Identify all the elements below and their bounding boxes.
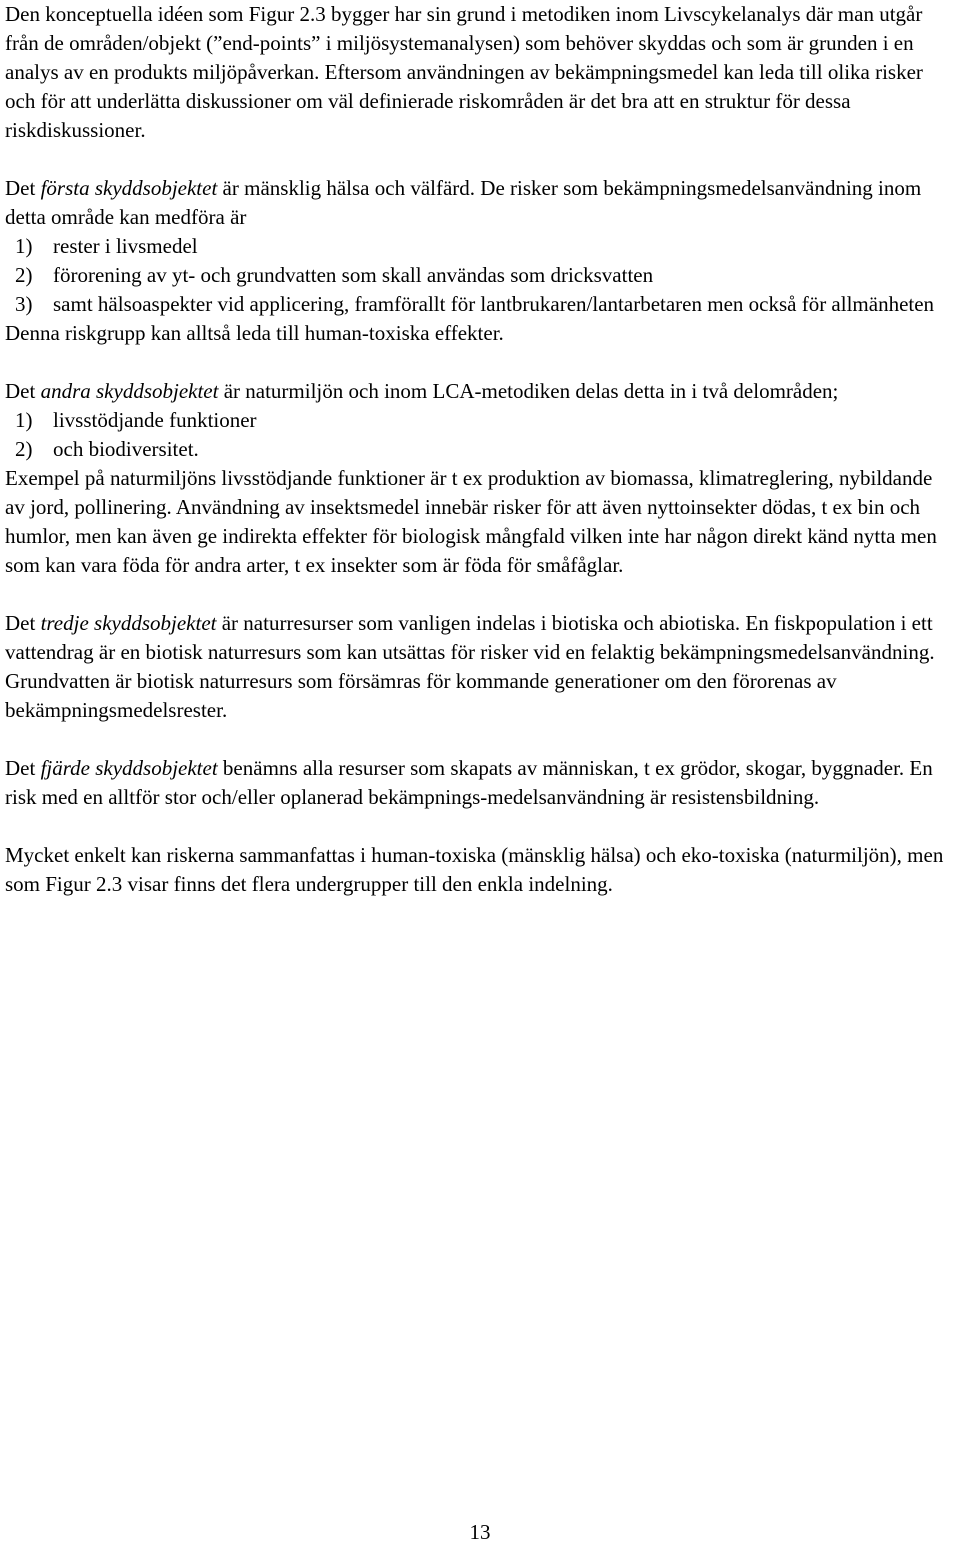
- paragraph-first-protection-object: [5, 174, 945, 232]
- emphasis-fourth-protection-object: fjärde skyddsobjektet: [40, 756, 218, 780]
- list-item-number: 1): [15, 234, 33, 258]
- emphasis-third-protection-object: tredje skyddsobjektet: [40, 611, 217, 635]
- list-item-text: livsstödjande funktioner: [53, 408, 257, 432]
- emphasis-first-protection-object: första skyddsobjektet: [40, 176, 218, 200]
- list-item: [5, 261, 945, 290]
- list-item: [5, 435, 945, 464]
- paragraph-closing: Denna riskgrupp kan alltså leda till human-toxiska effekter.: [5, 321, 504, 345]
- paragraph-gap: [5, 145, 945, 174]
- page-number: 13: [469, 1520, 491, 1544]
- list-item-number: 3): [15, 292, 33, 316]
- list-item: [5, 232, 945, 261]
- paragraph-text: Det: [5, 176, 41, 200]
- paragraph-text: är naturresurser som vanligen indelas i biotiska och abiotiska. En fiskpopulation i ett vattendrag är en biotisk naturresurs som kan utsättas för risker vid en felaktig bekämpningsmedelsanvändning. Grundvatten är biotisk naturresurs som försämras för kommande generationer om den förorenas av bekämpningsmedelsrester.: [5, 611, 935, 722]
- list-item: [5, 406, 945, 435]
- paragraph-text: benämns alla resurser som skapats av människan, t ex grödor, skogar, byggnader. En risk med en alltför stor och/eller oplanerad bekämpnings-medelsanvändning är resistensbildning.: [5, 756, 933, 809]
- paragraph-text: Det: [5, 756, 41, 780]
- paragraph-summary: Mycket enkelt kan riskerna sammanfattas i human-toxiska (mänsklig hälsa) och eko-toxiska (naturmiljön), men som Figur 2.3 visar finns det flera undergrupper till den enkla indelning.: [5, 843, 944, 896]
- list-item-text: rester i livsmedel: [53, 234, 198, 258]
- paragraph-gap: [5, 348, 945, 377]
- list-item-number: 2): [15, 263, 33, 287]
- paragraph-intro: Den konceptuella idéen som Figur 2.3 bygger har sin grund i metodiken inom Livscykelanalys där man utgår från de områden/objekt (”end-points” i miljösystemanalysen) som behöver skyddas och som är grunden i en analys av en produkts miljöpåverkan. Eftersom användningen av bekämpningsmedel kan leda till olika risker och för att underlätta diskussioner om väl definierade riskområden är det bra att en struktur för dessa riskdiskussioner.: [5, 2, 923, 142]
- paragraph-text: är mänsklig hälsa och välfärd. De risker som bekämpningsmedelsanvändning inom detta område kan medföra är: [5, 176, 922, 229]
- paragraph-fourth-protection-object: [5, 754, 945, 812]
- paragraph-gap: [5, 580, 945, 609]
- emphasis-second-protection-object: andra skyddsobjektet: [40, 379, 219, 403]
- paragraph-text: Det: [5, 611, 41, 635]
- list-item: [5, 290, 945, 319]
- paragraph-third-protection-object: [5, 609, 945, 725]
- list-item-number: 2): [15, 437, 33, 461]
- paragraph-gap: [5, 812, 945, 841]
- paragraph-gap: [5, 725, 945, 754]
- paragraph-closing: Exempel på naturmiljöns livsstödjande funktioner är t ex produktion av biomassa, klimatreglering, nybildande av jord, pollinering. Användning av insektsmedel innebär risker för att även nyttoinsekter dödas, t ex bin och humlor, men kan även ge indirekta effekter för biologisk mångfald vilken inte har någon direkt känd nytta men som kan vara föda för andra arter, t ex insekter som är föda för småfåglar.: [5, 466, 937, 577]
- list-item-text: förorening av yt- och grundvatten som skall användas som dricksvatten: [53, 263, 654, 287]
- list-item-number: 1): [15, 408, 33, 432]
- document-page: [5, 0, 945, 899]
- paragraph-second-protection-object: [5, 377, 945, 406]
- paragraph-text: Det: [5, 379, 41, 403]
- paragraph-text: är naturmiljön och inom LCA-metodiken delas detta in i två delområden;: [218, 379, 839, 403]
- list-item-text: samt hälsoaspekter vid applicering, framförallt för lantbrukaren/lantarbetaren men också för allmänheten: [53, 292, 935, 316]
- list-item-text: och biodiversitet.: [53, 437, 199, 461]
